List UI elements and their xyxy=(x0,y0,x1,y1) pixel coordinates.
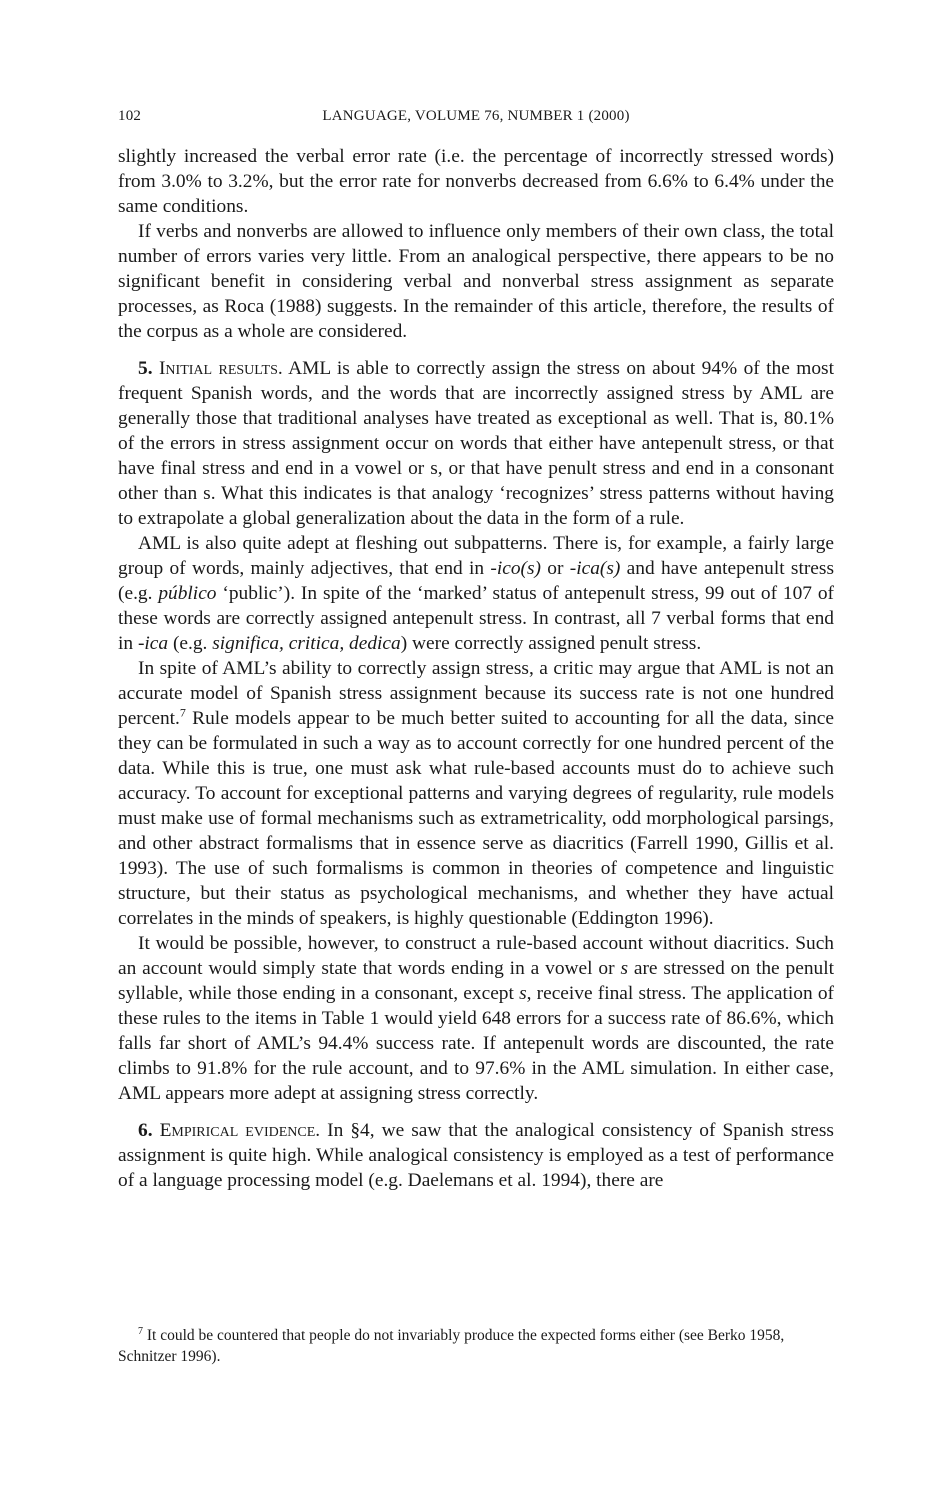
footnote-number: 7 xyxy=(138,1325,143,1337)
paragraph-rule-account xyxy=(118,931,834,1106)
section-6-paragraph xyxy=(118,1118,834,1193)
text-run: ‘public’). In spite of the ‘marked’ status of antepenult stress, 99 out of 107 of these words are correctly assigned antepenult stress. In contrast, all 7 verbal forms that end in xyxy=(118,583,834,654)
text-run: , receive final stress. The application of these rules to the items in Table 1 would yield 648 errors for a success rate of 86.6%, which falls far short of AML’s 94.4% success rate. If antepenult words are discounted, the rate climbs to 91.8% for the rule account, and to 97.6% in the AML simulation. In either case, AML appears more adept at assigning stress correctly. xyxy=(118,983,835,1104)
section-body: In §4, we saw that the analogical consistency of Spanish stress assignment is quite high. While analogical consistency is employed as a test of performance of a language processing model (e.g. Daelemans et al. 1994), there are xyxy=(118,1120,834,1191)
section-5-paragraph xyxy=(118,356,834,531)
paragraph-continued: slightly increased the verbal error rate (i.e. the percentage of incorrectly stressed words) from 3.0% to 3.2%, but the error rate for nonverbs decreased from 6.6% to 6.4% under the same conditions. xyxy=(118,146,834,217)
italic-term: significa, critica, dedica xyxy=(212,633,401,654)
text-run: Rule models appear to be much better suited to accounting for all the data, since they can be formulated in such a way as to account correctly for one hundred percent of the data. While this is true, one must ask what rule-based accounts must do to achieve such accuracy. To account for exceptional patterns and varying degrees of regularity, rule models must make use of formal mechanisms such as extrametricality, odd morphological parsings, and other abstract formalisms that in essence serve as diacritics (Farrell 1990, Gillis et al. 1993). The use of such formalisms is common in theories of competence and linguistic structure, but their status as psychological mechanisms, and whether they have actual correlates in the minds of speakers, is highly questionable (Eddington 1996). xyxy=(118,708,834,929)
text-run: (e.g. xyxy=(168,633,213,654)
journal-title: LANGUAGE, VOLUME 76, NUMBER 1 (2000) xyxy=(322,108,630,124)
footnote-text: It could be countered that people do not invariably produce the expected forms either (see Berko 1958, Schnitzer 1996). xyxy=(118,1327,785,1365)
running-head xyxy=(118,108,834,132)
page-number: 102 xyxy=(118,108,142,124)
italic-term: s xyxy=(620,958,628,979)
paragraph: If verbs and nonverbs are allowed to influence only members of their own class, the total number of errors varies very little. From an analogical perspective, there appears to be no significant benefit in considering verbal and nonverbal stress assignment as separate processes, as Roca (1988) suggests. In the remainder of this article, therefore, the results of the corpus as a whole are considered. xyxy=(118,221,834,342)
italic-term: -ica(s) xyxy=(569,558,621,579)
italic-term: -ico(s) xyxy=(490,558,541,579)
text-run: In spite of AML’s ability to correctly assign stress, a critic may argue that AML is not an accurate model of Spanish stress assignment because its success rate is not one hundred percent. xyxy=(118,658,834,729)
section-body: AML is able to correctly assign the stress on about 94% of the most frequent Spanish words, and the words that are incorrectly assigned stress by AML are generally those that traditional analyses have treated as exceptional as well. That is, 80.1% of the errors in stress assignment occur on words that either have antepenult stress, or that have final stress and end in a vowel or s, or that have penult stress and end in a consonant other than s. What this indicates is that analogy ‘recognizes’ stress patterns without having to extrapolate a global generalization about the data in the form of a rule. xyxy=(118,358,834,529)
body-text xyxy=(118,144,834,1193)
footnote xyxy=(118,1325,834,1367)
section-number: 6. xyxy=(138,1120,153,1141)
section-title: Initial results. xyxy=(158,358,283,379)
text-run: and have antepenult stress (e.g. xyxy=(118,558,834,604)
paragraph-subpatterns xyxy=(118,531,834,656)
section-number: 5. xyxy=(138,358,153,379)
text-run: AML is also quite adept at fleshing out subpatterns. There is, for example, a fairly large group of words, mainly adjectives, that end in xyxy=(118,533,834,579)
text-run: ) were correctly assigned penult stress. xyxy=(400,633,702,654)
text-run: are stressed on the penult syllable, while those ending in a consonant, except xyxy=(118,958,834,1004)
italic-term: s xyxy=(519,983,527,1004)
footnote-marker[interactable]: 7 xyxy=(179,705,186,720)
italic-term: -ica xyxy=(137,633,169,654)
text-run: It would be possible, however, to construct a rule-based account without diacritics. Such an account would simply state that words ending in a vowel or xyxy=(118,933,834,979)
italic-term: público xyxy=(158,583,217,604)
paragraph-critic xyxy=(118,656,834,931)
section-title: Empirical evidence. xyxy=(159,1120,321,1141)
footnotes xyxy=(118,1325,834,1367)
text-run: or xyxy=(541,558,570,579)
page-content xyxy=(118,108,834,1193)
